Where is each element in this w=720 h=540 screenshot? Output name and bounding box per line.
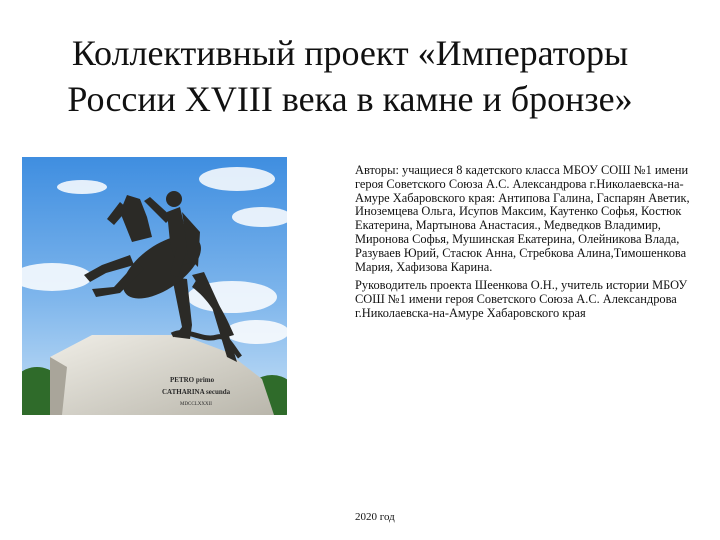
- inscription-line-2: CATHARINA secunda: [162, 388, 231, 396]
- supervisor-text: Руководитель проекта Шеенкова О.Н., учитель истории МБОУ СОШ №1 имени героя Советского Союза А.С. Александрова г.Николаевска-на-Амуре Хабаровского края: [355, 278, 688, 320]
- slide-title: [10, 30, 690, 122]
- bronze-horseman-photo: [22, 157, 287, 415]
- authors-text: Авторы: учащиеся 8 кадетского класса МБОУ СОШ №1 имени героя Советского Союза А.С. Александрова г.Николаевска-на-Амуре Хабаровского края: Антипова Галина, Гаспарян Аветик, Иноземцева Ольга, Исупов Максим, Каутенко Софья, Костюк Екатерина, Мартынова Анастасия., Медведков Владимир, Миронова Софья, Мушинская Екатерина, Олейникова Влада, Разуваев Юрий, Стасюк Анна, Стребкова Алина,Тимошенкова Мария, Хафизова Карина.: [355, 163, 690, 274]
- year-text: 2020 год: [355, 511, 395, 523]
- title-line-1: Коллективный проект «Императоры: [71, 33, 629, 73]
- inscription-line-1: PETRO primo: [170, 376, 215, 384]
- authors-block: [355, 164, 711, 326]
- title-line-2: России XVIII века в камне и бронзе»: [67, 79, 633, 119]
- inscription-line-3: MDCCLXXXII: [180, 402, 212, 407]
